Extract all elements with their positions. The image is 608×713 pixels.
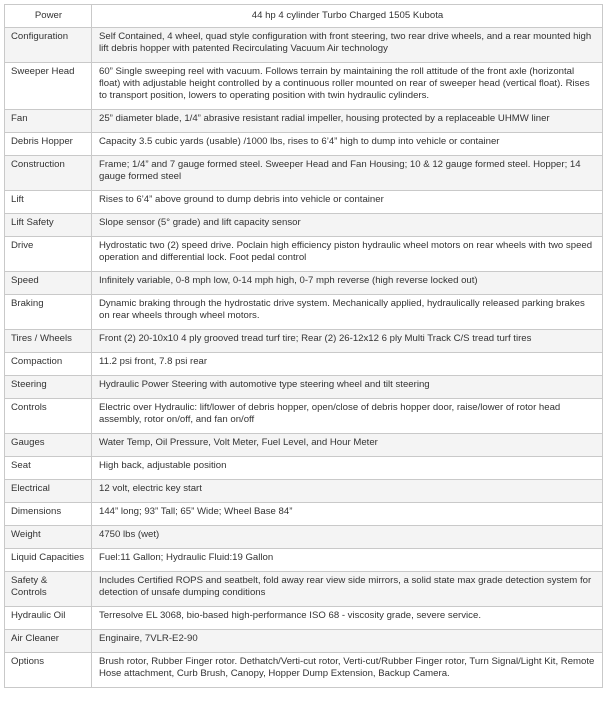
row-value: Hydraulic Power Steering with automotive type steering wheel and tilt steering [92,376,603,399]
table-row [5,434,603,457]
table-row [5,457,603,480]
table-row [5,156,603,191]
row-value: 12 volt, electric key start [92,480,603,503]
row-value: 25” diameter blade, 1/4” abrasive resistant radial impeller, housing protected by a replaceable UHMW liner [92,110,603,133]
row-label: Electrical [5,480,92,503]
row-label: Gauges [5,434,92,457]
table-row [5,399,603,434]
row-label: Liquid Capacities [5,549,92,572]
row-value: 44 hp 4 cylinder Turbo Charged 1505 Kubota [92,5,603,28]
table-row [5,63,603,110]
row-value: Hydrostatic two (2) speed drive. Poclain high efficiency piston hydraulic wheel motors on rear wheels with two speed operation and differential lock. Foot pedal control [92,237,603,272]
table-row [5,272,603,295]
row-label: Dimensions [5,503,92,526]
row-value: Brush rotor, Rubber Finger rotor. Dethatch/Verti-cut rotor, Verti-cut/Rubber Finger rotor, Turn Signal/Light Kit, Remote Hose attachment, Curb Brush, Canopy, Hopper Dump Extension, Backup Camera. [92,653,603,688]
row-value: Infinitely variable, 0-8 mph low, 0-14 mph high, 0-7 mph reverse (high reverse locked out) [92,272,603,295]
table-row [5,237,603,272]
specifications-table [4,4,603,688]
row-value: 60” Single sweeping reel with vacuum. Follows terrain by maintaining the roll attitude of the front axle (horizontal float) with adjustable height controlled by a continuous roller mounted on rear of sweeper head (vertical float). Rises to transport position, lowers to operating position with twin hydraulic cylinders. [92,63,603,110]
row-label: Configuration [5,28,92,63]
row-value: Capacity 3.5 cubic yards (usable) /1000 lbs, rises to 6’4” high to dump into vehicle or container [92,133,603,156]
row-label: Air Cleaner [5,630,92,653]
table-row [5,376,603,399]
table-row [5,526,603,549]
row-label: Weight [5,526,92,549]
row-value: Frame; 1/4” and 7 gauge formed steel. Sweeper Head and Fan Housing; 10 & 12 gauge formed steel. Hopper; 14 gauge formed steel [92,156,603,191]
table-row [5,133,603,156]
table-row [5,607,603,630]
row-label: Speed [5,272,92,295]
table-row [5,191,603,214]
row-label: Debris Hopper [5,133,92,156]
row-label: Fan [5,110,92,133]
row-value: Front (2) 20-10x10 4 ply grooved tread turf tire; Rear (2) 26-12x12 6 ply Multi Track C/S tread turf tires [92,330,603,353]
row-label: Hydraulic Oil [5,607,92,630]
row-value: 4750 lbs (wet) [92,526,603,549]
table-row [5,480,603,503]
row-value: 11.2 psi front, 7.8 psi rear [92,353,603,376]
row-label: Controls [5,399,92,434]
table-row [5,503,603,526]
row-label: Braking [5,295,92,330]
row-label: Seat [5,457,92,480]
table-row [5,110,603,133]
row-value: Fuel:11 Gallon; Hydraulic Fluid:19 Gallon [92,549,603,572]
specifications-body [5,5,603,688]
row-value: Slope sensor (5° grade) and lift capacity sensor [92,214,603,237]
row-value: 144” long; 93” Tall; 65” Wide; Wheel Base 84” [92,503,603,526]
table-row [5,214,603,237]
row-label: Tires / Wheels [5,330,92,353]
table-row [5,28,603,63]
row-value: High back, adjustable position [92,457,603,480]
table-row [5,330,603,353]
row-value: Includes Certified ROPS and seatbelt, fold away rear view side mirrors, a solid state max grade detection system for detection of unsafe dumping conditions [92,572,603,607]
row-value: Self Contained, 4 wheel, quad style configuration with front steering, two rear drive wheels, and a rear mounted high lift debris hopper with patented Recirculating Vacuum Air technology [92,28,603,63]
row-label: Steering [5,376,92,399]
row-value: Dynamic braking through the hydrostatic drive system. Mechanically applied, hydraulically released parking brakes on rear wheels through wheel motors. [92,295,603,330]
row-value: Electric over Hydraulic: lift/lower of debris hopper, open/close of debris hopper door, raise/lower of rotor head assembly, rotor on/off, and fan on/off [92,399,603,434]
row-label: Construction [5,156,92,191]
row-label: Options [5,653,92,688]
table-row [5,572,603,607]
table-row [5,353,603,376]
row-label: Safety & Controls [5,572,92,607]
row-label: Power [5,5,92,28]
row-label: Lift [5,191,92,214]
row-label: Drive [5,237,92,272]
row-label: Compaction [5,353,92,376]
row-value: Water Temp, Oil Pressure, Volt Meter, Fuel Level, and Hour Meter [92,434,603,457]
table-row [5,295,603,330]
table-row [5,630,603,653]
row-label: Lift Safety [5,214,92,237]
table-row [5,653,603,688]
row-value: Terresolve EL 3068, bio-based high-performance ISO 68 - viscosity grade, severe service. [92,607,603,630]
table-row [5,549,603,572]
row-label: Sweeper Head [5,63,92,110]
row-value: Rises to 6’4” above ground to dump debris into vehicle or container [92,191,603,214]
table-row-power [5,5,603,28]
row-value: Enginaire, 7VLR-E2-90 [92,630,603,653]
